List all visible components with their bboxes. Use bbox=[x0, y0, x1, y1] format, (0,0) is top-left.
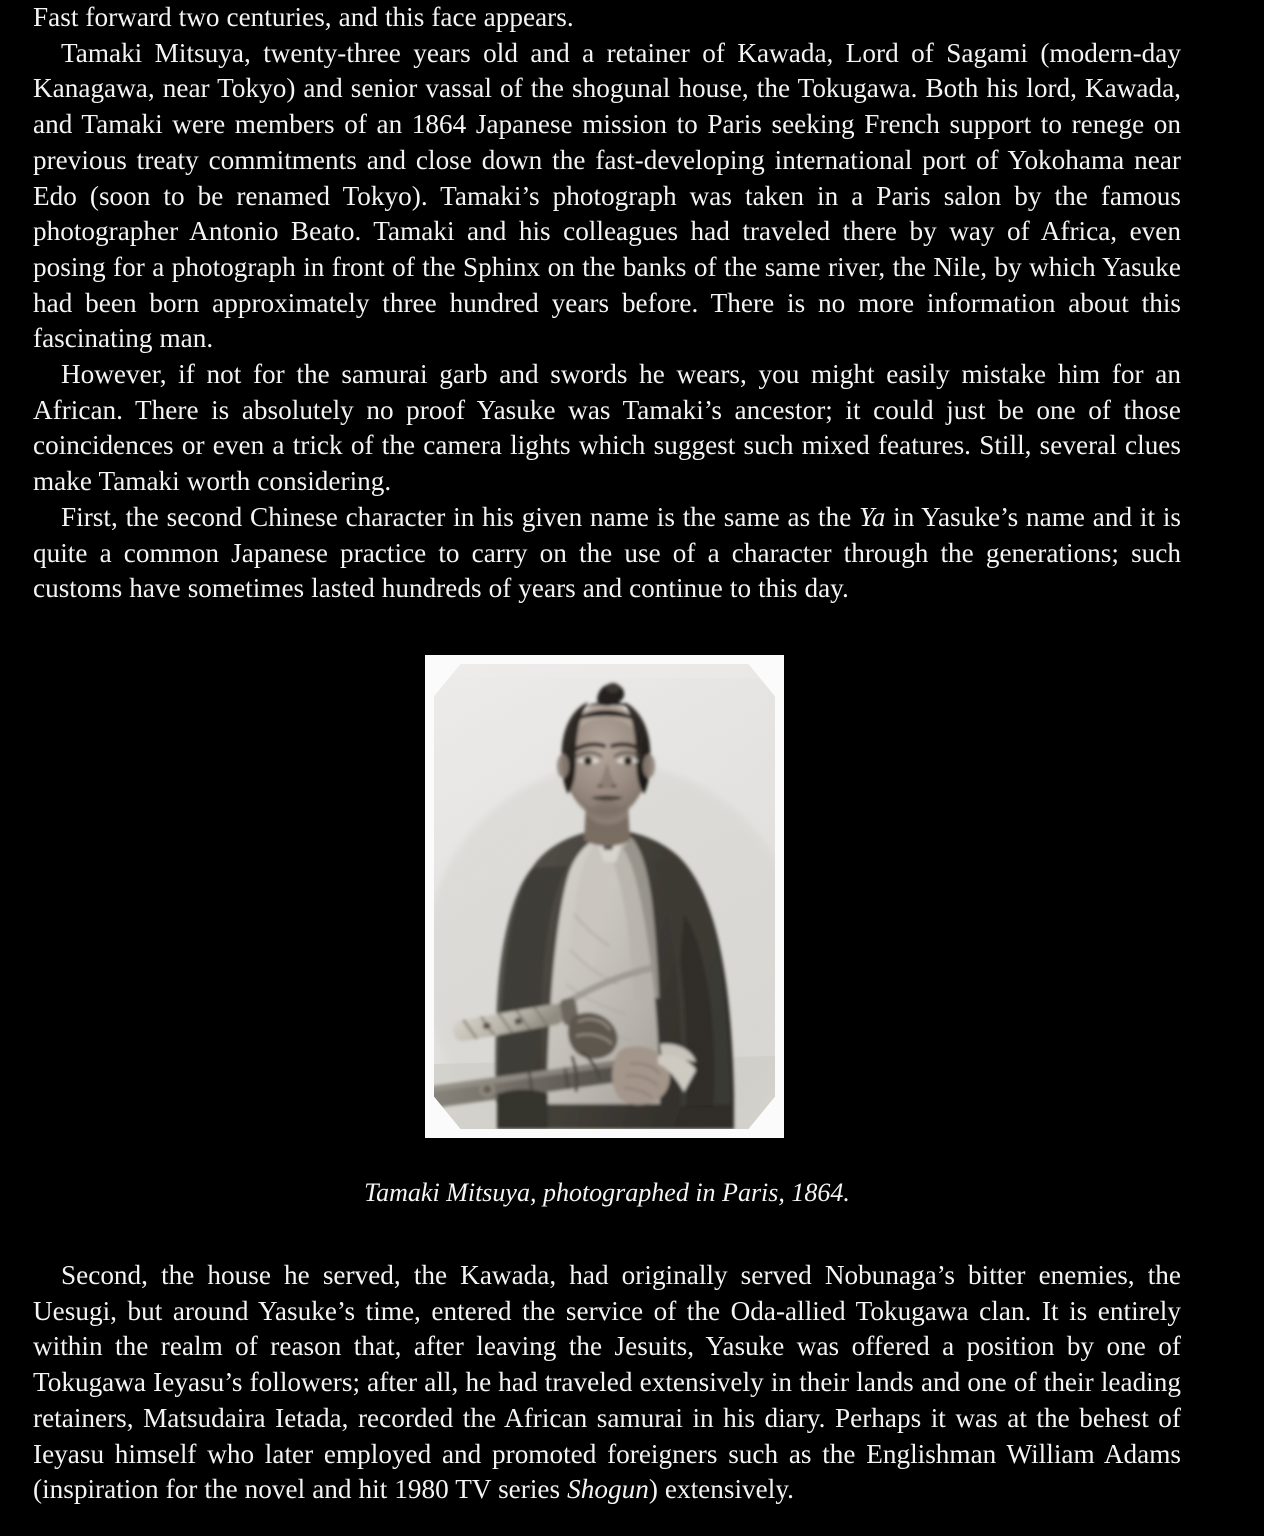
photograph-artwork bbox=[434, 664, 775, 1129]
photo-mount-border bbox=[425, 655, 784, 1138]
figure-caption: Tamaki Mitsuya, photographed in Paris, 1864. bbox=[364, 1178, 850, 1207]
paragraph-5-text-a: Second, the house he served, the Kawada, had originally served Nobunaga’s bitter enemies, the Uesugi, but around Yasuke’s time, entered the service of the Oda-allied Tokugawa clan. It is entirely within the realm of reason that, after leaving the Jesuits, Yasuke was offered a position by one of Tokugawa Ieyasu’s followers; after all, he had traveled extensively in their lands and one of their leading retainers, Matsudaira Ietada, recorded the African samurai in his diary. Perhaps it was at the behest of Ieyasu himself who later employed and promoted foreigners such as the Englishman William Adams (inspiration for the novel and hit 1980 TV series bbox=[33, 1260, 1181, 1505]
paragraph-4-italic-ya: Ya bbox=[859, 501, 886, 532]
body-text-top bbox=[33, 0, 1181, 607]
paragraph-4-text-a: First, the second Chinese character in his given name is the same as the bbox=[61, 501, 860, 532]
paragraph-2: Tamaki Mitsuya, twenty-three years old and a retainer of Kawada, Lord of Sagami (modern-day Kanagawa, near Tokyo) and senior vassal of the shogunal house, the Tokugawa. Both his lord, Kawada, and Tamaki were members of an 1864 Japanese mission to Paris seeking French support to renege on previous treaty commitments and close down the fast-developing international port of Yokohama near Edo (soon to be renamed Tokyo). Tamaki’s photograph was taken in a Paris salon by the famous photographer Antonio Beato. Tamaki and his colleagues had traveled there by way of Africa, even posing for a photograph in front of the Sphinx on the banks of the same river, the Nile, by which Yasuke had been born approximately three hundred years before. There is no more information about this fascinating man. bbox=[33, 37, 1181, 354]
body-text-bottom bbox=[33, 1258, 1181, 1508]
paragraph-4 bbox=[33, 500, 1181, 607]
paragraph-4-text-b: in Yasuke’s name and it is quite a common Japanese practice to carry on the use of a character through the generations; such customs have sometimes lasted hundreds of years and continue to this day. bbox=[33, 501, 1182, 604]
figure-tamaki-mitsuya bbox=[425, 655, 784, 1138]
paragraph-1: Fast forward two centuries, and this face appears. bbox=[33, 2, 574, 32]
photograph-tamaki-mitsuya bbox=[434, 664, 775, 1129]
paragraph-5-text-b: ) extensively. bbox=[648, 1474, 794, 1505]
paragraph-5 bbox=[33, 1258, 1181, 1508]
paragraph-3: However, if not for the samurai garb and swords he wears, you might easily mistake him for an African. There is absolutely no proof Yasuke was Tamaki’s ancestor; it could just be one of those coincidences or even a trick of the camera lights which suggest such mixed features. Still, several clues make Tamaki worth considering. bbox=[33, 359, 1181, 497]
paragraph-5-italic-shogun: Shogun bbox=[567, 1474, 649, 1505]
